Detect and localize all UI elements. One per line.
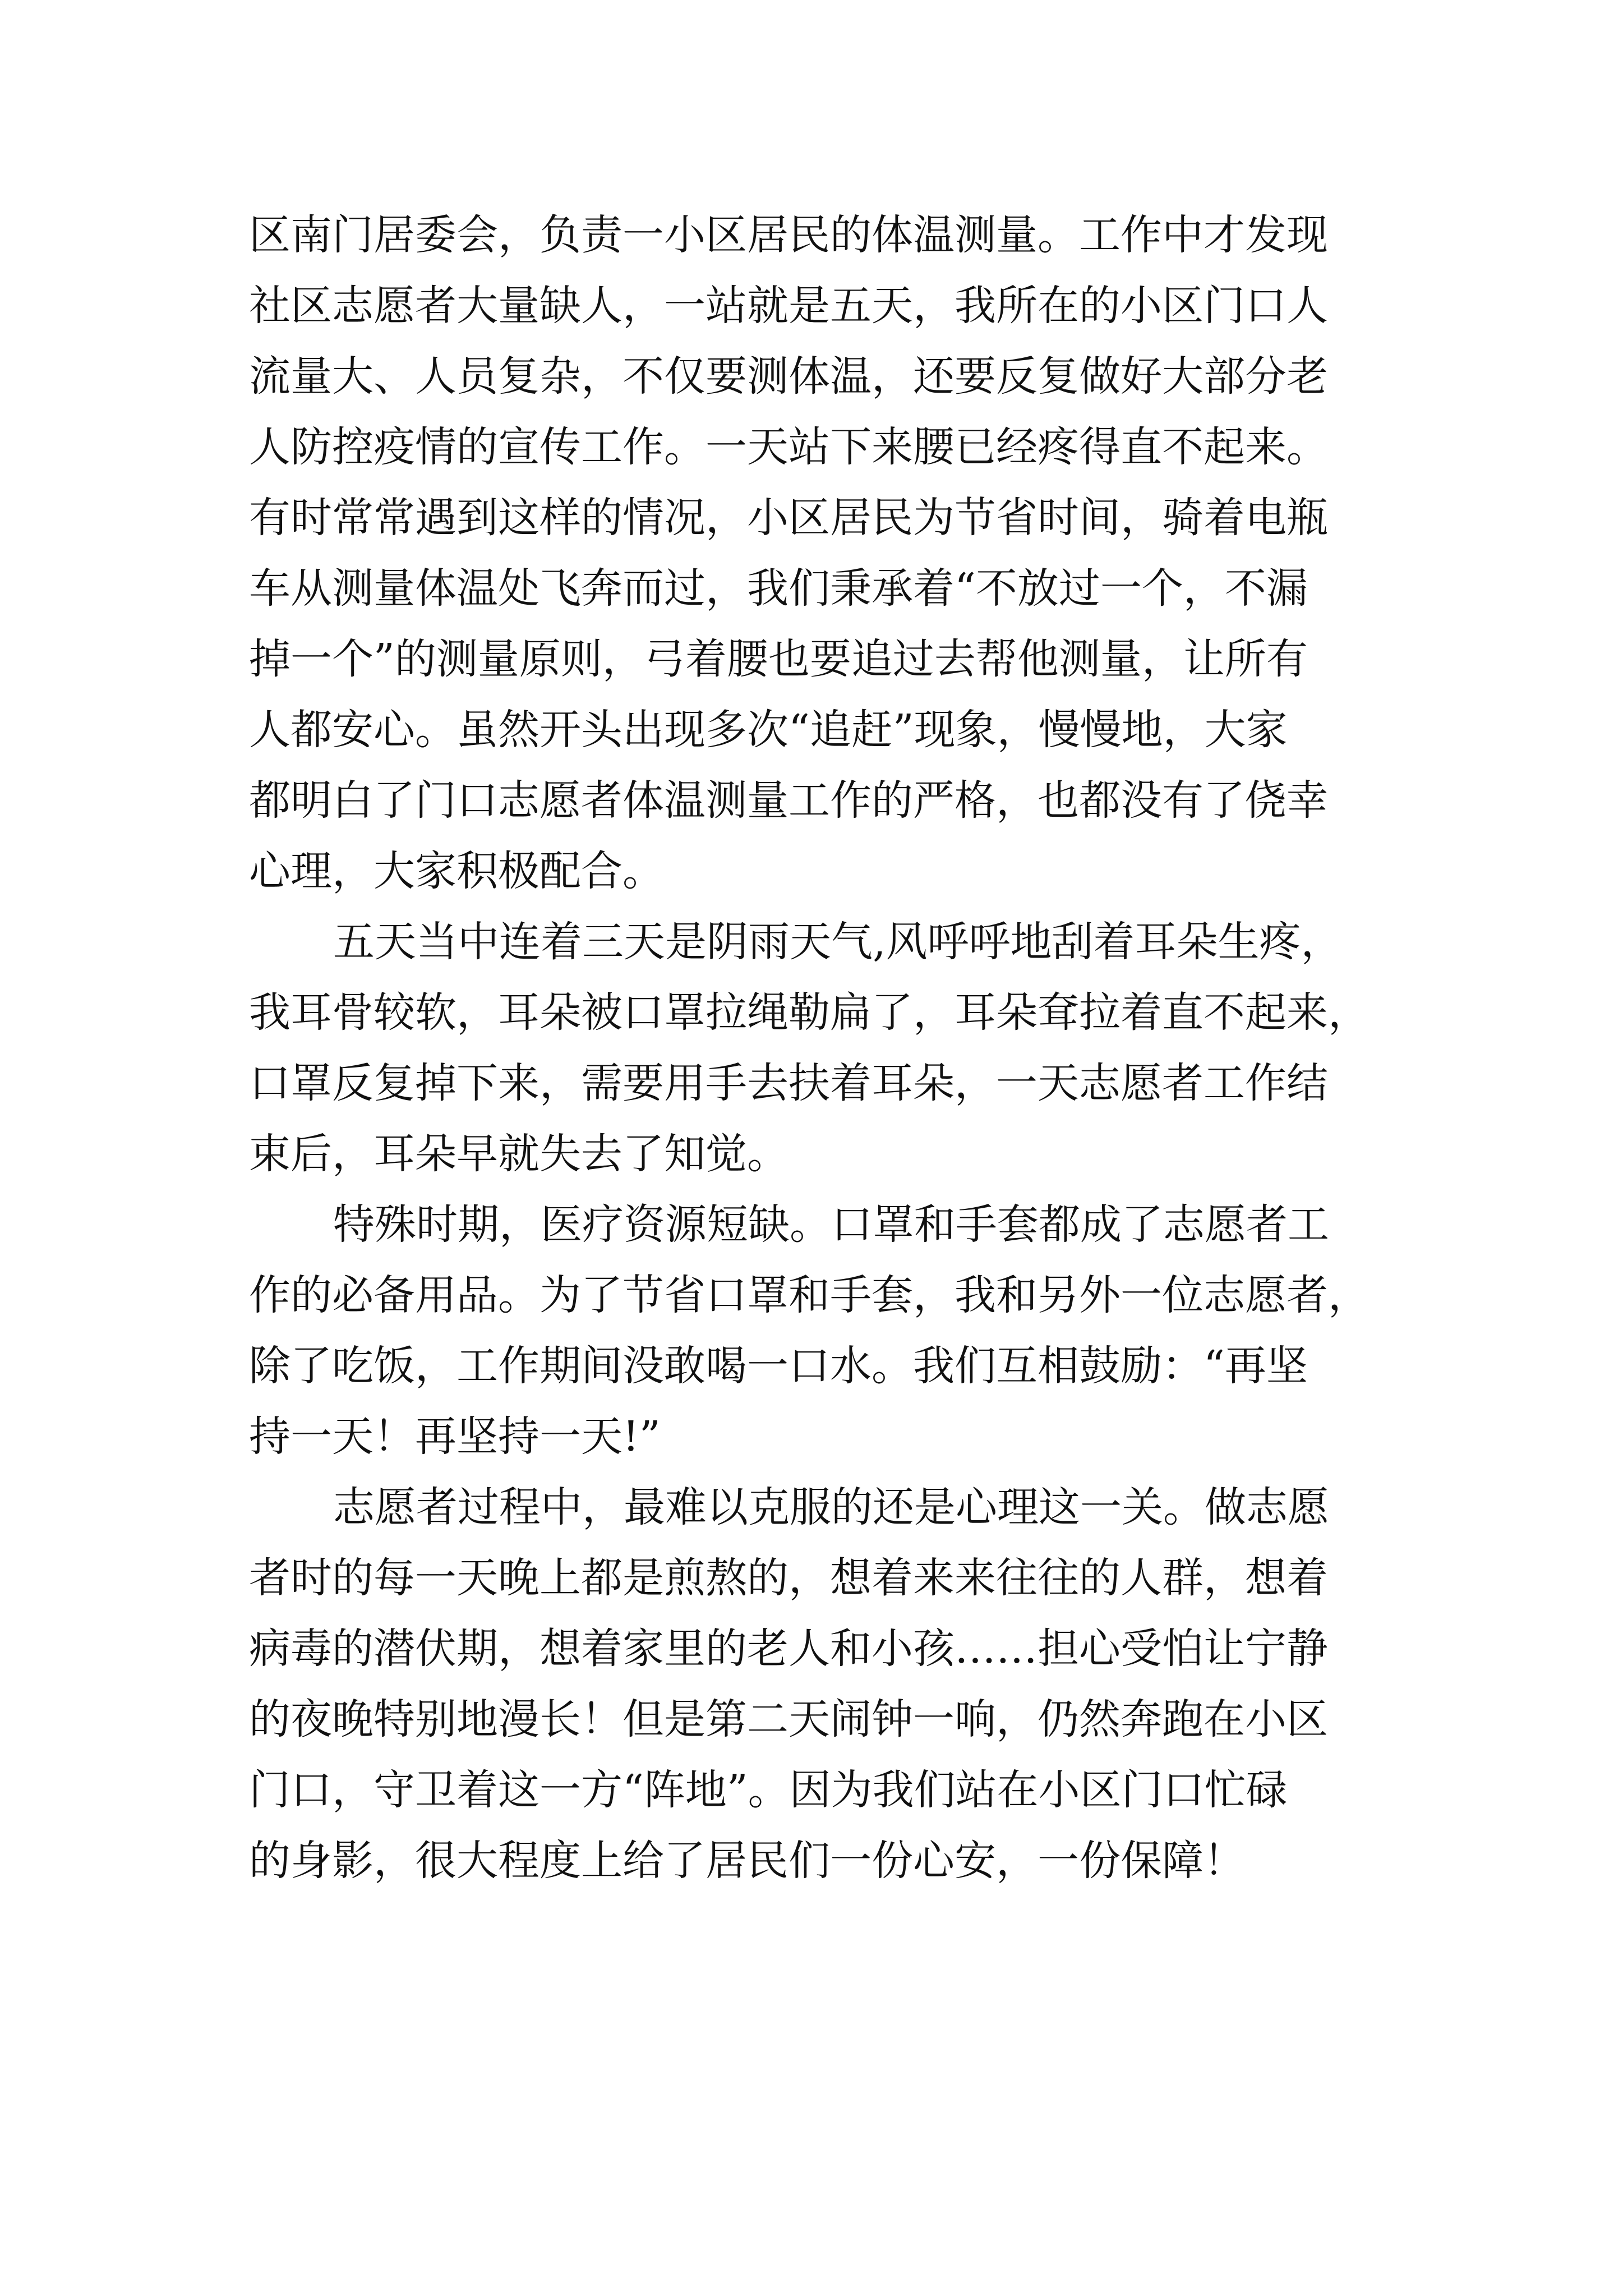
- text-line: 持一天！再坚持一天!”: [249, 1412, 661, 1461]
- paragraph-first-line: 五天当中连着三天是阴雨天气,风呼呼地刮着耳朵生疼，: [333, 918, 1343, 966]
- text-line: 的身影，很大程度上给了居民们一份心安，一份保障！: [249, 1837, 1245, 1885]
- text-line: 车从测量体温处飞奔而过，我们秉承着“不放过一个，不漏: [249, 564, 1308, 613]
- text-line: 病毒的潜伏期，想着家里的老人和小孩……担心受怕让宁静: [249, 1625, 1328, 1673]
- text-line: 心理，大家积极配合。: [249, 847, 664, 895]
- text-line: 我耳骨较软，耳朵被口罩拉绳勒扁了，耳朵耷拉着直不起来，: [249, 988, 1370, 1037]
- text-line: 区南门居委会，负责一小区居民的体温测量。工作中才发现: [249, 211, 1328, 259]
- text-line: 掉一个”的测量原则，弓着腰也要追过去帮他测量，让所有: [249, 635, 1308, 683]
- text-line: 作的必备用品。为了节省口罩和手套，我和另外一位志愿者，: [249, 1271, 1370, 1319]
- text-line: 都明白了门口志愿者体温测量工作的严格，也都没有了侥幸: [249, 776, 1328, 825]
- text-line: 人防控疫情的宣传工作。一天站下来腰已经疼得直不起来。: [249, 423, 1328, 471]
- paragraph-first-line: 志愿者过程中，最难以克服的还是心理这一关。做志愿: [333, 1483, 1329, 1531]
- text-line: 门口，守卫着这一方“阵地”。因为我们站在小区门口忙碌: [249, 1766, 1288, 1814]
- paragraph-first-line: 特殊时期，医疗资源短缺。口罩和手套都成了志愿者工: [333, 1200, 1329, 1249]
- text-line: 束后，耳朵早就失去了知觉。: [249, 1130, 789, 1178]
- text-line: 的夜晚特别地漫长！但是第二天闹钟一响，仍然奔跑在小区: [249, 1695, 1328, 1743]
- document-body: [249, 200, 1399, 1896]
- text-line: 社区志愿者大量缺人，一站就是五天，我所在的小区门口人: [249, 282, 1328, 330]
- text-line: 流量大、人员复杂，不仅要测体温，还要反复做好大部分老: [249, 352, 1328, 401]
- text-line: 人都安心。虽然开头出现多次“追赶”现象，慢慢地，大家: [249, 706, 1288, 754]
- text-line: 除了吃饭，工作期间没敢喝一口水。我们互相鼓励：“再坚: [249, 1342, 1308, 1390]
- text-line: 口罩反复掉下来，需要用手去扶着耳朵，一天志愿者工作结: [249, 1059, 1328, 1107]
- text-line: 者时的每一天晚上都是煎熬的，想着来来往往的人群，想着: [249, 1554, 1328, 1602]
- text-line: 有时常常遇到这样的情况，小区居民为节省时间，骑着电瓶: [249, 494, 1328, 542]
